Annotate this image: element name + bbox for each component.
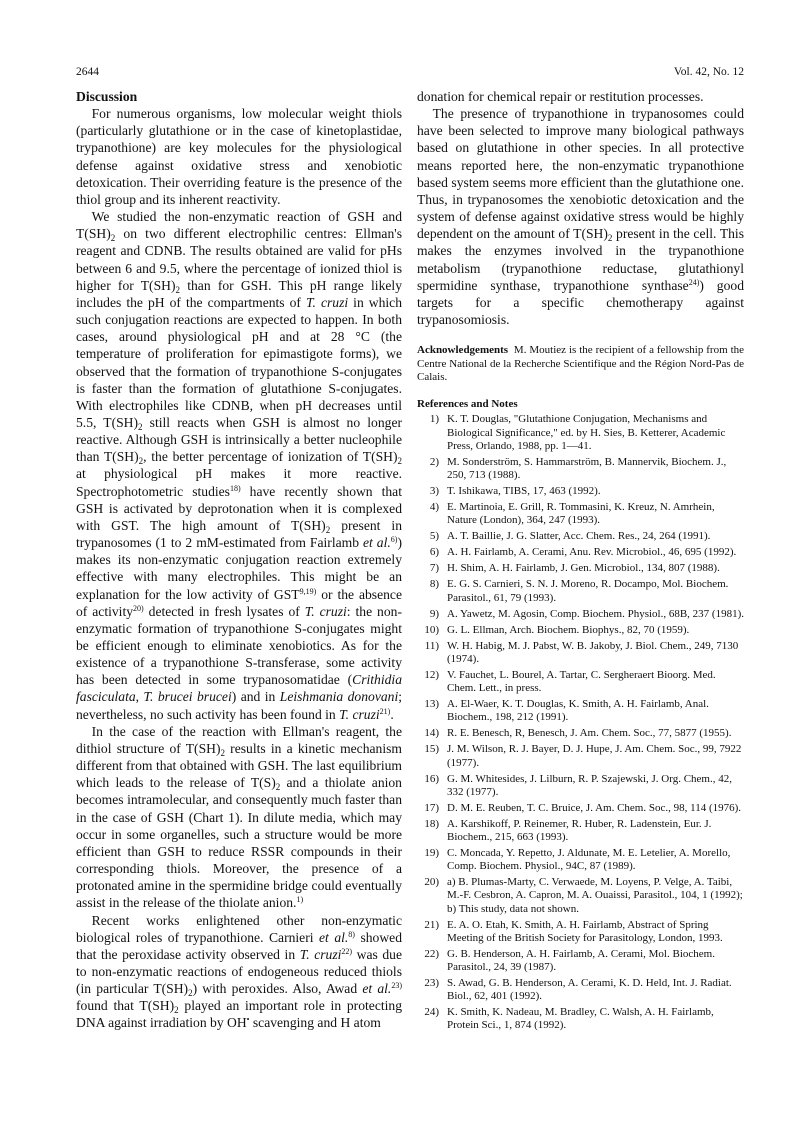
reference-item — [417, 743, 744, 769]
reference-list — [417, 413, 744, 1032]
reference-number: 9) — [429, 607, 439, 620]
page-number: 2644 — [76, 66, 99, 78]
reference-item — [417, 578, 744, 604]
citation: 18) — [229, 483, 241, 493]
reference-text: W. H. Habig, M. J. Pabst, W. B. Jakoby, J. Biol. Chem., 249, 7130 (1974). — [447, 639, 739, 665]
reference-number: 22) — [424, 947, 439, 960]
reference-number: 12) — [424, 669, 439, 681]
reference-text: E. G. S. Carnieri, S. N. J. Moreno, R. Docampo, Mol. Biochem. Parasitol., 61, 79 (1993). — [447, 578, 729, 604]
reference-text: A. El-Waer, K. T. Douglas, K. Smith, A. H. Fairlamb, Anal. Biochem., 198, 212 (1991). — [447, 698, 709, 724]
reference-text: G. M. Whitesides, J. Lilburn, R. P. Szajewski, J. Org. Chem., 42, 332 (1977). — [447, 772, 732, 798]
reference-item — [417, 456, 744, 482]
reference-number: 13) — [424, 698, 439, 711]
reference-text: R. E. Benesch, R, Benesch, J. Am. Chem. Soc., 77, 5877 (1955). — [447, 727, 732, 740]
reference-number: 23) — [424, 976, 439, 989]
right-column — [417, 88, 744, 1035]
reference-number: 8) — [429, 578, 439, 591]
reference-item — [417, 501, 744, 527]
citation: 24) — [688, 277, 700, 287]
reference-number: 10) — [424, 623, 439, 636]
journal-volume: Vol. 42, No. 12 — [673, 66, 744, 78]
reference-item — [417, 562, 744, 575]
reference-text: D. M. E. Reuben, T. C. Bruice, J. Am. Chem. Soc., 98, 114 (1976). — [447, 801, 742, 814]
running-header — [76, 66, 744, 80]
reference-item — [417, 608, 744, 621]
reference-number: 6) — [429, 546, 439, 559]
reference-text: G. B. Henderson, A. H. Fairlamb, A. Cerami, Mol. Biochem. Parasitol., 24, 39 (1987). — [447, 947, 715, 973]
citation: 22) — [341, 946, 353, 956]
reference-number: 7) — [429, 562, 439, 575]
references-heading: References and Notes — [417, 398, 518, 411]
reference-number: 2) — [429, 455, 439, 468]
reference-number: 4) — [429, 500, 439, 513]
reference-item — [417, 624, 744, 637]
reference-number: 15) — [424, 743, 439, 756]
reference-item — [417, 640, 744, 666]
citation: 1) — [296, 895, 304, 905]
acknowledgements-text: M. Moutiez is the recipient of a fellowship from the Centre National de la Recherche Scientifique and the Région Nord-Pas de Calais. — [417, 344, 745, 383]
reference-item — [417, 773, 744, 799]
reference-number: 20) — [424, 876, 439, 889]
reference-item — [417, 1006, 744, 1032]
reference-item — [417, 413, 744, 452]
reference-item — [417, 698, 744, 724]
reference-text: K. Smith, K. Nadeau, M. Bradley, C. Walsh, A. H. Fairlamb, Protein Sci., 1, 874 (1992). — [447, 1006, 714, 1032]
citation: 20) — [133, 603, 144, 613]
paragraph-6: The presence of trypanothione in trypanosomes could have been selected to improve many biological pathways based on glutathione in other species. In all protective means reported here, the non-enzymatic trypanothione based system seems more efficient than the glutathione one. Thus, in trypanosomes the xenobiotic detoxication and the system of defense against oxidative stress would be highly dependent on the amount of $T(SH)_2$ present in the cell. This makes the enzymes involved in the trypanothione metabolism (trypanothione reductase, glutathionyl spermidine synthase, trypanothione synthase$^{24)}$) good targets for a specific chemotherapy against trypanosomiosis. — [417, 106, 744, 328]
reference-item — [417, 977, 744, 1003]
reference-text: V. Fauchet, L. Bourel, A. Tartar, C. Sergheraert Bioorg. Med. Chem. Lett., in press. — [447, 669, 716, 695]
reference-item — [417, 818, 744, 844]
reference-item — [417, 948, 744, 974]
reference-text: T. Ishikawa, TIBS, 17, 463 (1992). — [447, 484, 601, 497]
reference-text: H. Shim, A. H. Fairlamb, J. Gen. Microbiol., 134, 807 (1988). — [447, 562, 720, 575]
reference-item — [417, 876, 744, 915]
reference-number: 24) — [424, 1006, 439, 1019]
reference-item — [417, 919, 744, 945]
paragraph-2: We studied the non-enzymatic reaction of GSH and $T(SH)_2$ on two different electrophilic centres: Ellman's reagent and CDNB. The results obtained are valid for pHs between 6 and 9.5, where the percentage of ionized thiol is higher for $T(SH)_2$ than for GSH. This pH range likely includes the pH of the compartments of T. cruzi in which such conjugation reactions are expected to happen. In both cases, around physiological pH and at 28 °C (the temperature of proliferation for epimastigote forms), we observed that the formation of trypanothione S-conjugates is faster than the formation of glutathione S-conjugates. With electrophiles like CDNB, when pH decreases until 5.5, $T(SH)_2$ still reacts when GSH is almost no longer reactive. Although GSH is intrinsically a better nucleophile than $T(SH)_2$, the better percentage of ionization of $T(SH)_2$ at physiological pH makes it more reactive. Spectrophotometric studies$^{18)}$ have recently shown that GSH is activated by deprotonation when it is complexed with GST. The high amount of $T(SH)_2$ present in trypanosomes (1 to 2 mM-estimated from Fairlamb et al.$^{6)}$) makes its non-enzymatic conjugation reaction extremely effective with many electrophiles. This might be an explanation for the low activity of GST$^{9,19)}$ or the absence of activity$^{20)}$ detected in fresh lysates of T. cruzi: the non-enzymatic formation of trypanothione S-conjugates might be efficient enough to eliminate xenobiotics. As for the existence of a trypanothione S-transferase, some activity has been detected in some trypanosomatidae (Crithidia fasciculata, T. brucei brucei) and in Leishmania donovani; nevertheless, no such activity has been found in T. cruzi$^{21)}$. — [76, 209, 403, 722]
reference-number: 18) — [424, 817, 439, 830]
acknowledgements-label: Acknowledgements — [417, 344, 509, 357]
reference-number: 3) — [429, 484, 439, 497]
reference-number: 19) — [424, 847, 439, 860]
reference-text: A. T. Baillie, J. G. Slatter, Acc. Chem. Res., 24, 264 (1991). — [447, 530, 711, 543]
reference-text: J. M. Wilson, R. J. Bayer, D. J. Hupe, J. Am. Chem. Soc., 99, 7922 (1977). — [447, 743, 742, 769]
reference-item — [417, 669, 744, 695]
paragraph-4: Recent works enlightened other non-enzymatic biological roles of trypanothione. Carnieri et al.$^{8)}$ showed that the peroxidase activity observed in T. cruzi$^{22)}$ was due to non-enzymatic reactions of endogeneous reduced thiols (in particular $T(SH)_2$) with peroxides. Also, Awad et al.$^{23)}$ found that $T(SH)_2$ played an important role in protecting DNA against irradiation by OH• scavenging and H atom — [76, 912, 403, 1031]
reference-number: 17) — [424, 801, 439, 814]
reference-number: 5) — [429, 530, 439, 543]
reference-text: a) B. Plumas-Marty, C. Verwaede, M. Loyens, P. Velge, A. Taibi, M.-F. Cesbron, A. Capron, M. A. Ouaissi, Parasitol., 104, 1 (1992); b) This study, data not shown. — [447, 876, 743, 915]
reference-text: A. Yawetz, M. Agosin, Comp. Biochem. Physiol., 68B, 237 (1981). — [447, 607, 745, 620]
section-heading-discussion: Discussion — [76, 89, 138, 104]
citation: 6) — [390, 535, 398, 545]
reference-number: 14) — [424, 727, 439, 740]
reference-text: C. Moncada, Y. Repetto, J. Aldunate, M. E. Letelier, A. Morello, Comp. Biochem. Physiol., 94C, 87 (1989). — [447, 847, 731, 873]
reference-item — [417, 727, 744, 740]
citation: 23) — [391, 981, 403, 991]
citation: 9,19) — [299, 586, 317, 596]
reference-item — [417, 546, 744, 559]
reference-number: 21) — [424, 918, 439, 931]
reference-item — [417, 530, 744, 543]
citation: 8) — [348, 929, 355, 939]
acknowledgements — [417, 344, 744, 384]
reference-text: M. Sonderström, S. Hammarström, B. Mannervik, Biochem. J., 250, 713 (1988). — [447, 455, 727, 481]
reference-text: E. A. O. Etah, K. Smith, A. H. Fairlamb, Abstract of Spring Meeting of the British Society for Parasitology, London, 1993. — [447, 918, 723, 944]
reference-text: G. L. Ellman, Arch. Biochem. Biophys., 82, 70 (1959). — [447, 623, 690, 636]
left-column — [76, 88, 402, 1032]
reference-number: 16) — [424, 772, 439, 785]
reference-item — [417, 847, 744, 873]
paragraph-5: donation for chemical repair or restitution processes. — [417, 89, 704, 104]
reference-number: 11) — [424, 639, 439, 652]
reference-text: E. Martinoia, E. Grill, R. Tommasini, K. Kreuz, N. Amrhein, Nature (London), 364, 247 (1993). — [447, 500, 715, 527]
reference-text: A. H. Fairlamb, A. Cerami, Anu. Rev. Microbiol., 46, 695 (1992). — [447, 546, 737, 559]
reference-item — [417, 802, 744, 815]
citation: 21) — [379, 706, 391, 716]
reference-text: K. T. Douglas, "Glutathione Conjugation, Mechanisms and Biological Significance," ed. by H. Sies, B. Ketterer, Academic Press, Orlando, 1988, pp. 1—41. — [447, 413, 726, 452]
reference-text: A. Karshikoff, P. Reinemer, R. Huber, R. Ladenstein, Eur. J. Biochem., 215, 663 (1993). — [447, 817, 712, 844]
paragraph-1: For numerous organisms, low molecular weight thiols (particularly glutathione or in the case of kinetoplastidae, trypanothione) are key molecules for the physiological defense against oxidative stress and xenobiotic detoxication. Their overriding feature is the presence of the thiol group and its inherent reactivity. — [76, 106, 402, 207]
reference-item — [417, 485, 744, 498]
reference-text: S. Awad, G. B. Henderson, A. Cerami, K. D. Held, Int. J. Radiat. Biol., 62, 401 (1992). — [447, 976, 732, 1003]
reference-number: 1) — [429, 413, 439, 426]
paragraph-3: In the case of the reaction with Ellman's reagent, the dithiol structure of $T(SH)_2$ results in a kinetic mechanism different from that obtained with GSH. The last equilibrium which leads to the release of $T(S)_2$ and a thiolate anion becomes intramolecular, and consequently much faster than in the case of GSH (Chart 1). In dilute media, which may occur in some organelles, such a structure would be more efficient than GSH to reduce RSSR compounds in their corresponding thiols. Moreover, the presence of a protonated amine in the spermidine bridge could eventually assist in the release of the thiolate anion.$^{1)}$ — [76, 723, 402, 911]
